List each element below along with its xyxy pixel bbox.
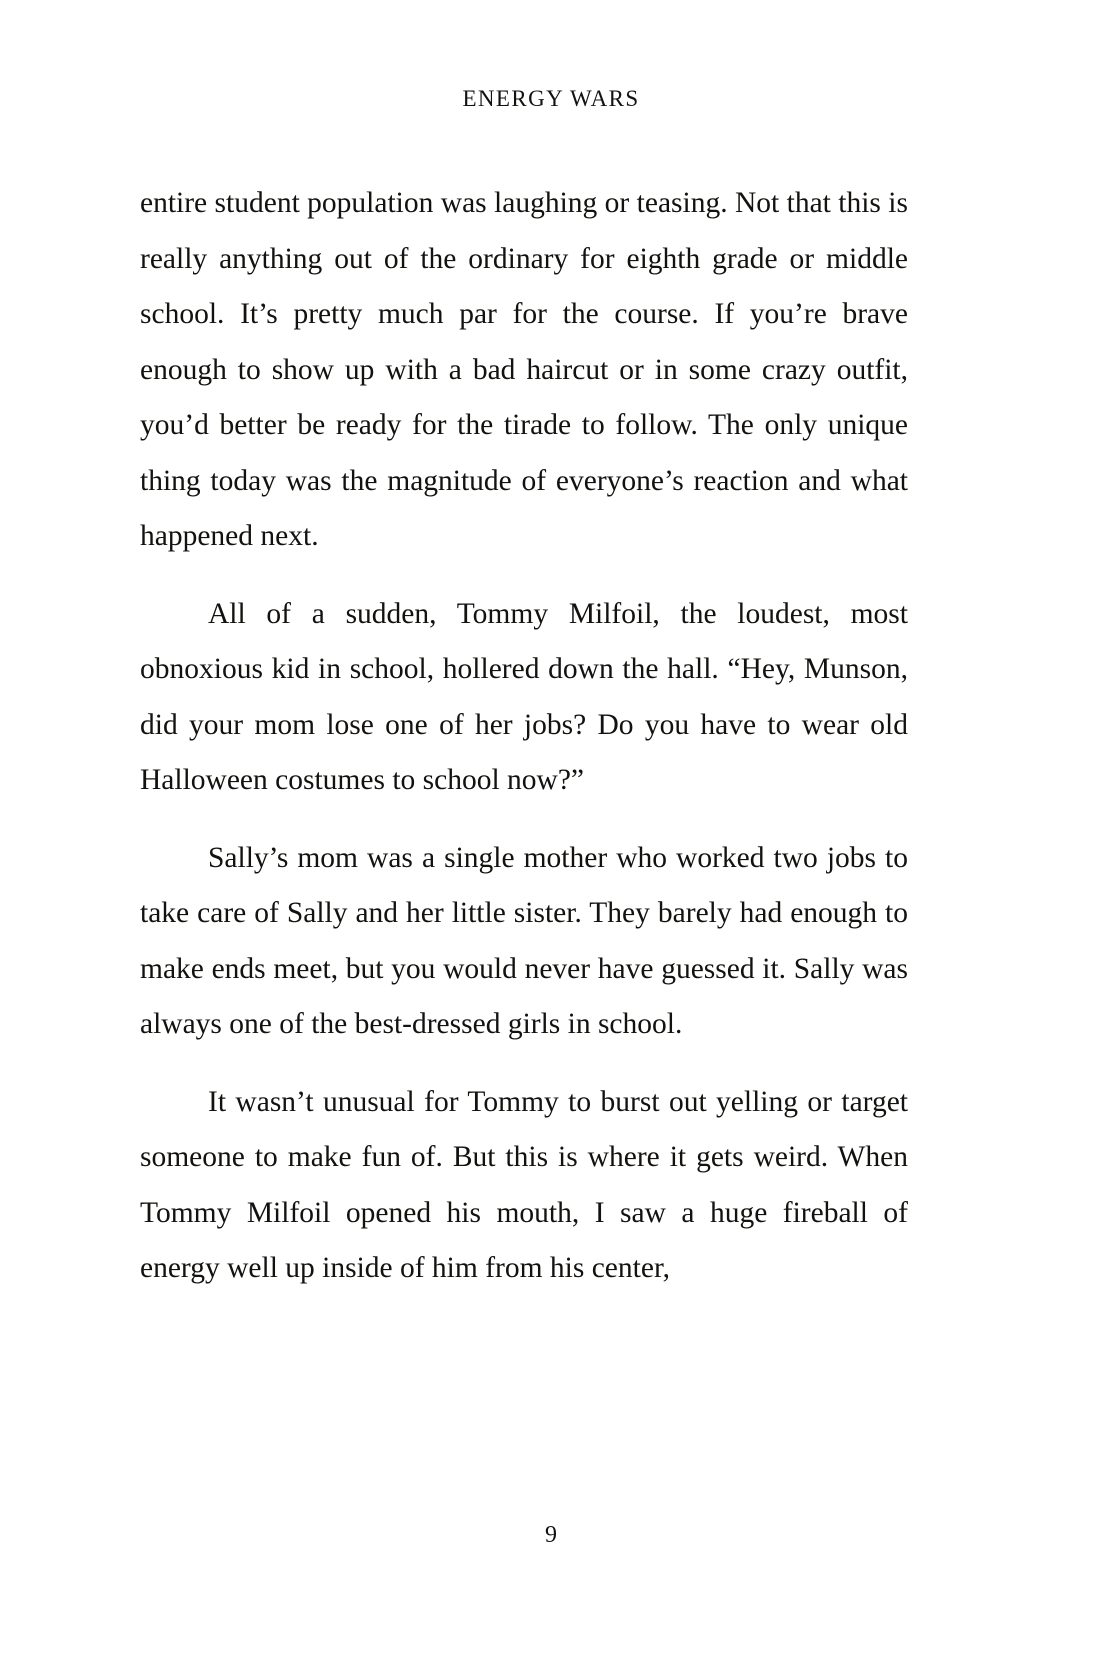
running-header: ENERGY WARS bbox=[462, 86, 640, 111]
paragraph: entire student population was laughing or teasing. Not that this is really anything out of the ordinary for eighth grade or middle school. It’s pretty much par for the course. If you’re brave enough to show up with a bad haircut or in some crazy outfit, you’d better be ready for the tirade to follow. The only unique thing today was the magnitude of everyone’s reaction and what happened next. bbox=[140, 187, 908, 552]
paragraph: It wasn’t unusual for Tommy to burst out yelling or target someone to make fun of. But this is where it gets weird. When Tommy Milfoil opened his mouth, I saw a huge fireball of energy well up inside of him from his center, bbox=[140, 1085, 908, 1284]
body-text-block bbox=[140, 176, 908, 1297]
page-number: 9 bbox=[545, 1522, 557, 1548]
paragraph: Sally’s mom was a single mother who worked two jobs to take care of Sally and her little sister. They barely had enough to make ends meet, but you would never have guessed it. Sally was always one of the best-dressed girls in school. bbox=[140, 841, 908, 1040]
paragraph: All of a sudden, Tommy Milfoil, the loudest, most obnoxious kid in school, hollered down the hall. “Hey, Munson, did your mom lose one of her jobs? Do you have to wear old Halloween costumes to school now?” bbox=[140, 597, 908, 796]
